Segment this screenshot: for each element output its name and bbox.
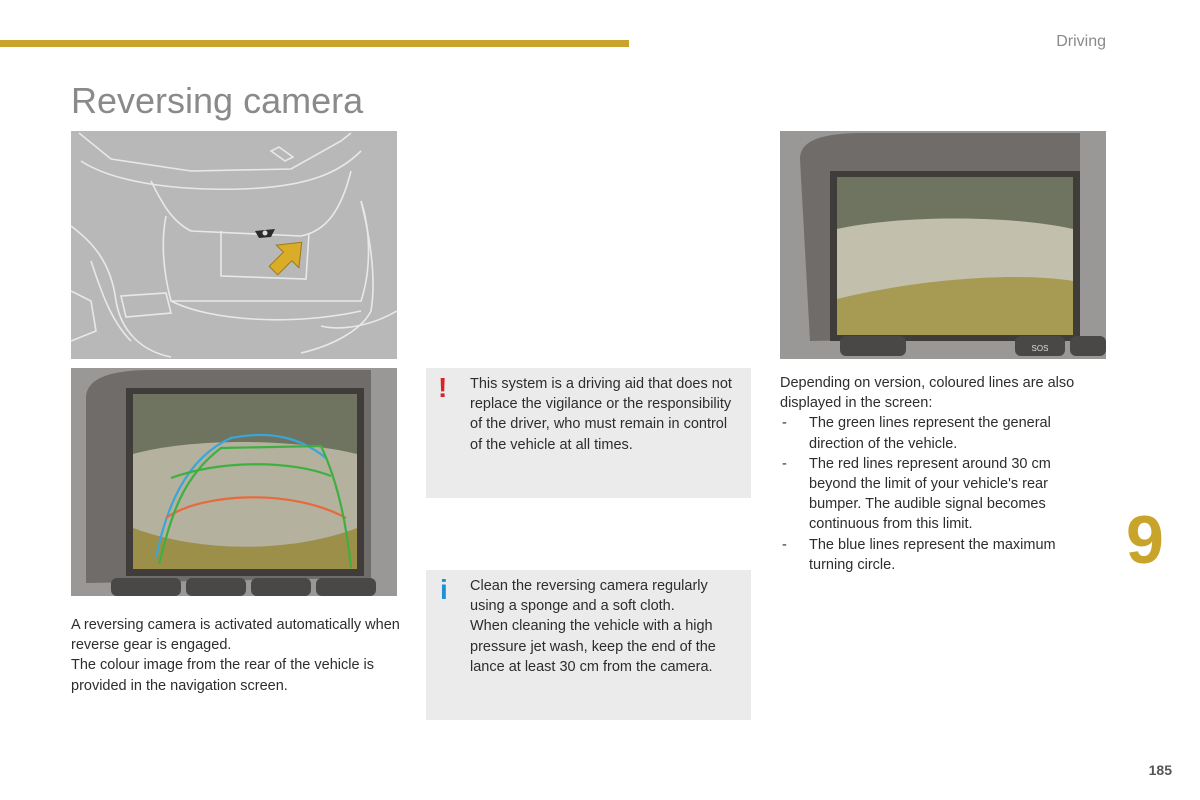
- list-item: - The blue lines represent the maximum turning circle.: [780, 535, 1100, 575]
- info-text: [470, 576, 740, 677]
- info-paragraph: Clean the reversing camera regularly using a sponge and a soft cloth.: [470, 578, 708, 615]
- camera-screen-with-lines-illustration: [71, 368, 397, 596]
- intro-paragraph: A reversing camera is activated automatically when reverse gear is engaged.: [71, 617, 400, 654]
- info-icon: i: [440, 574, 448, 605]
- warning-icon: !: [438, 372, 448, 403]
- sos-button-label: SOS: [1031, 344, 1049, 353]
- camera-screen-illustration: [780, 131, 1106, 359]
- warning-text: This system is a driving aid that does not replace the vigilance or the responsibility of the driver, who must remain in control of the vehicle at all times.: [470, 376, 732, 453]
- intro-paragraph: The colour image from the rear of the vehicle is provided in the navigation screen.: [71, 657, 375, 694]
- page-title: Reversing camera: [71, 80, 364, 121]
- header-accent-bar: [0, 40, 629, 47]
- section-title: Driving: [1056, 33, 1106, 50]
- list-item: - The green lines represent the general direction of the vehicle.: [780, 413, 1100, 453]
- coloured-lines-intro: Depending on version, coloured lines are also displayed in the screen:: [780, 375, 1075, 412]
- coloured-lines-text: [780, 373, 1100, 575]
- warning-box: [426, 368, 751, 498]
- rear-car-illustration: [71, 131, 397, 359]
- intro-text: [71, 615, 401, 696]
- chapter-number: 9: [1126, 502, 1164, 578]
- info-box: [426, 570, 751, 720]
- list-item: - The red lines represent around 30 cm beyond the limit of your vehicle's rear bumper. The audible signal becomes continuous from this limit.: [780, 454, 1100, 535]
- coloured-lines-list: [780, 413, 1100, 575]
- info-paragraph: When cleaning the vehicle with a high pressure jet wash, keep the end of the lance at least 30 cm from the camera.: [470, 618, 716, 675]
- page-number: 185: [1148, 762, 1172, 778]
